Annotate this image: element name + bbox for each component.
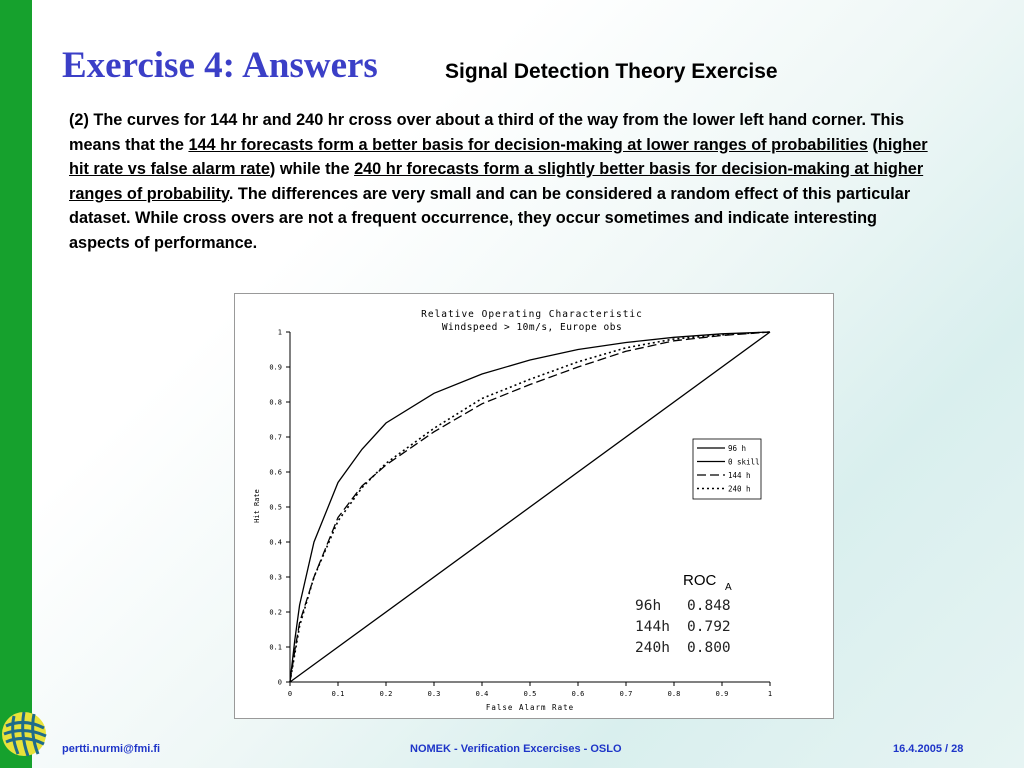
y-tick-label: 0.3 (269, 573, 282, 582)
roc-chart-svg (235, 294, 833, 718)
y-tick-label: 0.9 (269, 363, 282, 372)
slide-subtitle: Signal Detection Theory Exercise (445, 60, 778, 83)
footer-date-page: 16.4.2005 / 28 (893, 743, 964, 755)
x-tick-label: 0.2 (379, 690, 393, 698)
roc-chart (234, 293, 834, 719)
chart-title: Relative Operating Characteristic (421, 309, 643, 320)
x-tick-label: 1 (767, 690, 773, 698)
roca-row-name: 96h (635, 598, 662, 614)
y-tick-label: 0.7 (269, 433, 282, 442)
roca-heading-subscript: A (725, 582, 732, 593)
roca-row-value: 0.848 (687, 598, 731, 614)
y-axis-label: Hit Rate (253, 489, 261, 523)
emphasis-3: 240 hr forecasts form a slightly better basis for decision-making at higher ranges of probability (69, 160, 924, 203)
footer-event: NOMEK - Verification Excercises - OSLO (410, 743, 622, 755)
roca-row-name: 240h (635, 640, 670, 656)
legend-label: 144 h (728, 471, 751, 480)
emphasis-2: higher hit rate vs false alarm rate (69, 135, 928, 178)
paragraph-text-1: (2) The curves for 144 hr and 240 hr cross over about a third of the way from the lower left hand corner. This means that the (69, 111, 905, 154)
roca-row-value: 0.800 (687, 640, 731, 656)
sidebar-stripe (0, 0, 32, 768)
roca-heading: ROC (683, 572, 717, 589)
legend-label: 0 skill (728, 457, 760, 467)
y-tick-label: 0.8 (269, 398, 282, 407)
x-tick-label: 0 (287, 690, 293, 698)
legend-label: 240 h (728, 484, 751, 494)
fmi-logo (0, 704, 56, 760)
body-paragraph (69, 108, 939, 255)
x-tick-label: 0.1 (331, 690, 345, 698)
footer-email: pertti.nurmi@fmi.fi (62, 743, 161, 755)
x-tick-label: 0.9 (715, 690, 729, 698)
x-tick-label: 0.5 (523, 690, 537, 698)
y-tick-label: 0.6 (269, 468, 282, 477)
y-tick-label: 0.5 (269, 503, 282, 512)
y-tick-label: 0 (277, 678, 282, 687)
slide-title: Exercise 4: Answers (62, 45, 378, 86)
x-tick-label: 0.8 (667, 690, 681, 698)
y-tick-label: 1 (277, 328, 282, 337)
emphasis-1: 144 hr forecasts form a better basis for decision-making at lower ranges of probabilities (188, 135, 868, 154)
roca-row-value: 0.792 (687, 619, 731, 635)
x-axis-label: False Alarm Rate (485, 703, 575, 712)
y-tick-label: 0.1 (269, 643, 282, 652)
paragraph-text-2: ( (867, 135, 878, 154)
x-tick-label: 0.3 (427, 690, 441, 698)
legend-label: 96 h (728, 444, 747, 453)
x-tick-label: 0.4 (475, 690, 489, 698)
x-tick-label: 0.6 (571, 690, 585, 698)
paragraph-text-4: . The differences are very small and can be considered a random effect of this particular dataset. While cross overs are not a frequent occurrence, they occur sometimes and indicate interesting aspects of performance. (69, 184, 911, 252)
chart-subtitle: Windspeed > 10m/s, Europe obs (441, 322, 623, 333)
paragraph-text-3: ) while the (269, 160, 355, 178)
y-tick-label: 0.2 (269, 608, 282, 617)
y-tick-label: 0.4 (269, 538, 282, 547)
roca-row-name: 144h (635, 619, 670, 635)
x-tick-label: 0.7 (619, 690, 633, 698)
